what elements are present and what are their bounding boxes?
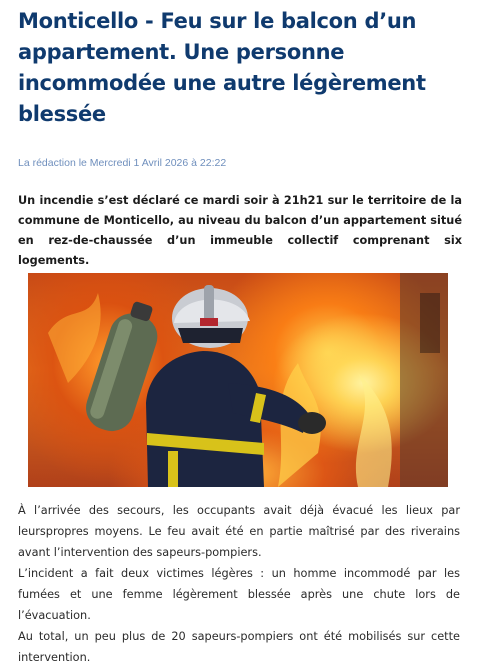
article-title: Monticello - Feu sur le balcon d’un appartement. Une personne incommodée une autre légèrement blessée	[18, 9, 426, 126]
firefighter-illustration	[28, 273, 448, 487]
article-paragraph: L’incident a fait deux victimes légères : un homme incommodé par les fumées et une femme légèrement blessée après une chute lors de l’évacuation.	[18, 567, 460, 622]
article-meta: La rédaction le Mercredi 1 Avril 2026 à 22:22	[18, 157, 227, 169]
article-paragraph: À l’arrivée des secours, les occupants avait déjà évacué les lieux par leurspropres moyens. Le feu avait été en partie maîtrisé par des riverains avant l’intervention des sapeurs-pompiers.	[18, 504, 460, 559]
firefighter-photo	[28, 273, 448, 487]
article-paragraph: Au total, un peu plus de 20 sapeurs-pompiers ont été mobilisés sur cette intervention.	[18, 630, 460, 664]
article-body	[18, 500, 460, 668]
article-lead: Un incendie s’est déclaré ce mardi soir à 21h21 sur le territoire de la commune de Monticello, au niveau du balcon d’un appartement situé en rez-de-chaussée d’un immeuble collectif comprenant six logements.	[18, 194, 462, 267]
